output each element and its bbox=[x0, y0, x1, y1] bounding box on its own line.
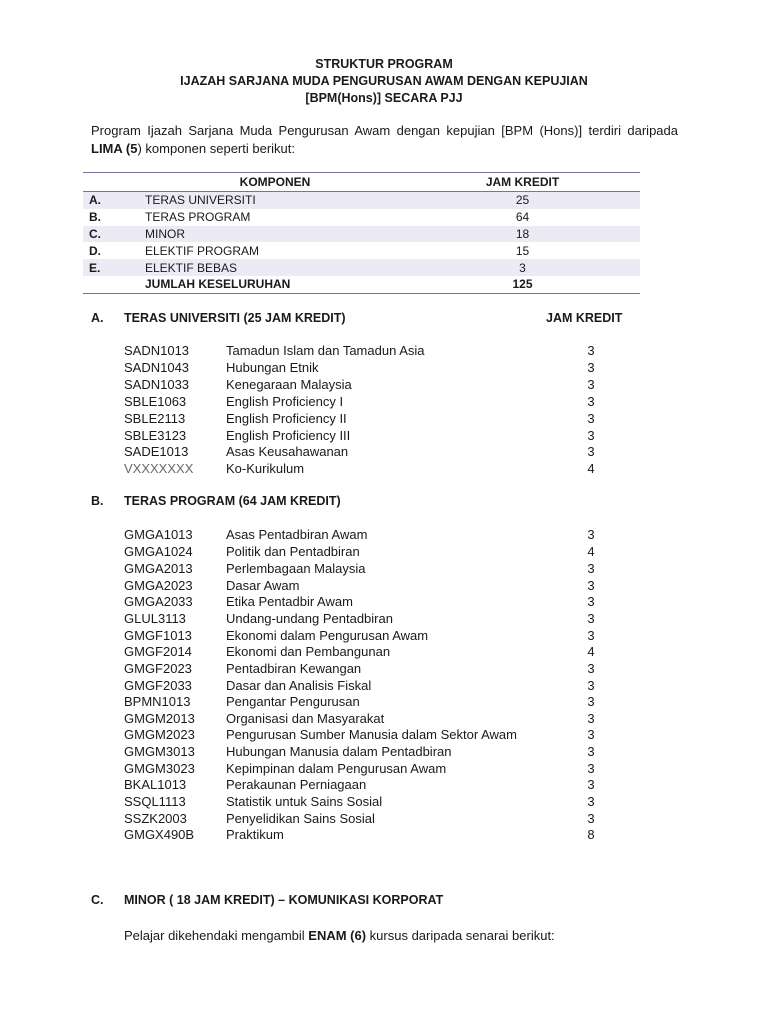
section-a-letter: A. bbox=[91, 311, 104, 325]
course-credit: 3 bbox=[587, 578, 595, 593]
components-table bbox=[83, 172, 640, 294]
course-code: GMGF2023 bbox=[124, 661, 192, 676]
table-row bbox=[83, 192, 640, 209]
doc-title-line3: [BPM(Hons)] SECARA PJJ bbox=[305, 91, 463, 105]
course-credit: 3 bbox=[587, 694, 595, 709]
course-name: Ekonomi dalam Pengurusan Awam bbox=[226, 628, 429, 643]
course-credit: 3 bbox=[587, 428, 595, 443]
course-name: English Proficiency I bbox=[226, 394, 344, 409]
course-name: Hubungan Etnik bbox=[226, 360, 319, 375]
course-code: GMGM3023 bbox=[124, 761, 195, 776]
course-name: Kenegaraan Malaysia bbox=[226, 377, 352, 392]
course-row bbox=[124, 761, 604, 778]
course-credit: 3 bbox=[587, 628, 595, 643]
component-jam: 3 bbox=[405, 259, 640, 276]
component-letter: B. bbox=[89, 210, 101, 225]
course-row bbox=[124, 678, 604, 695]
course-code: GMGA1013 bbox=[124, 527, 193, 542]
components-header-komponen: KOMPONEN bbox=[145, 173, 405, 192]
intro-paragraph bbox=[91, 122, 678, 158]
component-name: MINOR bbox=[145, 226, 405, 243]
course-credit: 3 bbox=[587, 661, 595, 676]
course-credit: 3 bbox=[587, 744, 595, 759]
course-row bbox=[124, 377, 604, 394]
section-c-title: MINOR ( 18 JAM KREDIT) – KOMUNIKASI KORPORAT bbox=[124, 893, 444, 907]
instruction-start: Pelajar dikehendaki mengambil bbox=[124, 928, 309, 943]
section-c-instruction bbox=[124, 928, 555, 943]
course-row bbox=[124, 360, 604, 377]
course-credit: 3 bbox=[587, 594, 595, 609]
course-name: English Proficiency III bbox=[226, 428, 351, 443]
course-credit: 3 bbox=[587, 394, 595, 409]
course-row bbox=[124, 727, 604, 744]
course-credit: 3 bbox=[587, 711, 595, 726]
course-credit: 4 bbox=[587, 644, 595, 659]
course-code: SADN1043 bbox=[124, 360, 190, 375]
intro-text-start: Program Ijazah Sarjana Muda Pengurusan Awam dengan kepujian [BPM (Hons)] terdiri daripada bbox=[91, 123, 678, 138]
course-name: Pengurusan Sumber Manusia dalam Sektor Awam bbox=[226, 727, 517, 742]
course-row bbox=[124, 827, 604, 844]
course-name: Kepimpinan dalam Pengurusan Awam bbox=[226, 761, 447, 776]
course-row bbox=[124, 611, 604, 628]
course-name: Pengantar Pengurusan bbox=[226, 694, 360, 709]
total-label: JUMLAH KESELURUHAN bbox=[145, 276, 405, 293]
component-letter: A. bbox=[83, 192, 145, 209]
course-code: SADE1013 bbox=[124, 444, 189, 459]
component-letter: C. bbox=[83, 226, 145, 243]
course-name: Hubungan Manusia dalam Pentadbiran bbox=[226, 744, 452, 759]
course-name: Statistik untuk Sains Sosial bbox=[226, 794, 383, 809]
course-credit: 3 bbox=[587, 444, 595, 459]
course-name: Organisasi dan Masyarakat bbox=[226, 711, 385, 726]
course-code: GMGM3013 bbox=[124, 744, 195, 759]
course-row bbox=[124, 411, 604, 428]
instruction-bold: ENAM (6) bbox=[308, 928, 367, 943]
course-row bbox=[124, 711, 604, 728]
components-header-blank bbox=[83, 173, 145, 192]
course-row bbox=[124, 744, 604, 761]
course-row bbox=[124, 444, 604, 461]
component-jam: 15 bbox=[515, 243, 530, 258]
section-c-letter: C. bbox=[91, 893, 104, 907]
section-b-letter: B. bbox=[91, 494, 104, 508]
course-name: Tamadun Islam dan Tamadun Asia bbox=[226, 343, 425, 358]
course-row bbox=[124, 794, 604, 811]
course-code: SSQL1113 bbox=[124, 794, 186, 809]
course-row bbox=[124, 527, 604, 544]
course-row bbox=[124, 811, 604, 828]
course-code: GMGA2013 bbox=[124, 561, 193, 576]
course-row bbox=[124, 694, 604, 711]
course-code: SADN1033 bbox=[124, 377, 190, 392]
instruction-end: kursus daripada senarai berikut: bbox=[366, 928, 555, 943]
course-row bbox=[124, 461, 604, 478]
course-row bbox=[124, 628, 604, 645]
course-code: BPMN1013 bbox=[124, 694, 191, 709]
total-jam: 125 bbox=[405, 276, 640, 293]
component-name: ELEKTIF BEBAS bbox=[145, 259, 405, 276]
course-code: SBLE1063 bbox=[124, 394, 187, 409]
course-code: GMGF2014 bbox=[124, 644, 192, 659]
components-header-jam: JAM KREDIT bbox=[405, 173, 640, 192]
table-total-row bbox=[83, 276, 640, 293]
course-row bbox=[124, 578, 604, 595]
course-name: Pentadbiran Kewangan bbox=[226, 661, 362, 676]
course-row bbox=[124, 343, 604, 360]
intro-text-end: ) komponen seperti berikut: bbox=[137, 141, 295, 156]
course-name: Asas Keusahawanan bbox=[226, 444, 349, 459]
course-code: GMGA1024 bbox=[124, 544, 193, 559]
course-code: SBLE3123 bbox=[124, 428, 187, 443]
course-credit: 3 bbox=[587, 377, 595, 392]
component-name: TERAS PROGRAM bbox=[145, 210, 251, 225]
course-credit: 3 bbox=[587, 678, 595, 693]
component-letter: D. bbox=[89, 243, 101, 258]
course-row bbox=[124, 644, 604, 661]
course-row bbox=[124, 428, 604, 445]
table-row bbox=[83, 209, 640, 226]
course-code: GMGM2013 bbox=[124, 711, 195, 726]
course-row bbox=[124, 544, 604, 561]
course-credit: 3 bbox=[587, 360, 595, 375]
table-row bbox=[83, 226, 640, 243]
course-credit: 3 bbox=[587, 611, 595, 626]
course-name: Penyelidikan Sains Sosial bbox=[226, 811, 375, 826]
course-credit: 3 bbox=[587, 811, 595, 826]
course-credit: 3 bbox=[587, 343, 595, 358]
course-name: Praktikum bbox=[226, 827, 284, 842]
course-credit: 4 bbox=[587, 461, 595, 476]
component-name: ELEKTIF PROGRAM bbox=[145, 243, 260, 258]
table-row bbox=[83, 242, 640, 259]
course-row bbox=[124, 594, 604, 611]
course-credit: 8 bbox=[587, 827, 595, 842]
course-row bbox=[124, 661, 604, 678]
course-code: BKAL1013 bbox=[124, 777, 187, 792]
table-row bbox=[83, 259, 640, 276]
course-name: Ekonomi dan Pembangunan bbox=[226, 644, 391, 659]
doc-title-line1: STRUKTUR PROGRAM bbox=[315, 57, 453, 71]
course-credit: 3 bbox=[587, 777, 595, 792]
course-code: GMGF1013 bbox=[124, 628, 192, 643]
course-code: GLUL3113 bbox=[124, 611, 186, 626]
course-code: GMGX490B bbox=[124, 827, 195, 842]
course-row bbox=[124, 394, 604, 411]
course-credit: 3 bbox=[587, 527, 595, 542]
course-name: Perakaunan Perniagaan bbox=[226, 777, 367, 792]
section-a-title: TERAS UNIVERSITI (25 JAM KREDIT) bbox=[124, 311, 346, 325]
course-name: Dasar Awam bbox=[226, 578, 300, 593]
component-jam: 25 bbox=[405, 192, 640, 209]
course-name: Politik dan Pentadbiran bbox=[226, 544, 360, 559]
component-letter: E. bbox=[83, 259, 145, 276]
course-name: Asas Pentadbiran Awam bbox=[226, 527, 368, 542]
course-code: SSZK2003 bbox=[124, 811, 187, 826]
component-name: TERAS UNIVERSITI bbox=[145, 192, 405, 209]
component-jam: 18 bbox=[405, 226, 640, 243]
course-code: SADN1013 bbox=[124, 343, 190, 358]
course-name: Undang-undang Pentadbiran bbox=[226, 611, 393, 626]
course-credit: 3 bbox=[587, 727, 595, 742]
section-a-jam-header: JAM KREDIT bbox=[546, 311, 623, 325]
intro-bold-count: LIMA (5 bbox=[91, 141, 138, 156]
total-blank bbox=[83, 276, 145, 293]
course-name: English Proficiency II bbox=[226, 411, 347, 426]
course-name: Dasar dan Analisis Fiskal bbox=[226, 678, 372, 693]
course-row bbox=[124, 777, 604, 794]
course-credit: 3 bbox=[587, 794, 595, 809]
course-name: Etika Pentadbir Awam bbox=[226, 594, 353, 609]
component-jam: 64 bbox=[515, 210, 530, 225]
course-code: GMGA2033 bbox=[124, 594, 193, 609]
section-b-title: TERAS PROGRAM (64 JAM KREDIT) bbox=[124, 494, 341, 508]
doc-title-line2: IJAZAH SARJANA MUDA PENGURUSAN AWAM DENGAN KEPUJIAN bbox=[180, 74, 588, 88]
course-code: GMGM2023 bbox=[124, 727, 195, 742]
course-row bbox=[124, 561, 604, 578]
course-credit: 3 bbox=[587, 761, 595, 776]
course-code: SBLE2113 bbox=[124, 411, 186, 426]
course-code: GMGF2033 bbox=[124, 678, 192, 693]
course-credit: 3 bbox=[587, 561, 595, 576]
course-credit: 4 bbox=[587, 544, 595, 559]
course-name: Perlembagaan Malaysia bbox=[226, 561, 366, 576]
course-code: GMGA2023 bbox=[124, 578, 193, 593]
course-code: VXXXXXXX bbox=[124, 461, 194, 476]
course-name: Ko-Kurikulum bbox=[226, 461, 305, 476]
course-credit: 3 bbox=[587, 411, 595, 426]
